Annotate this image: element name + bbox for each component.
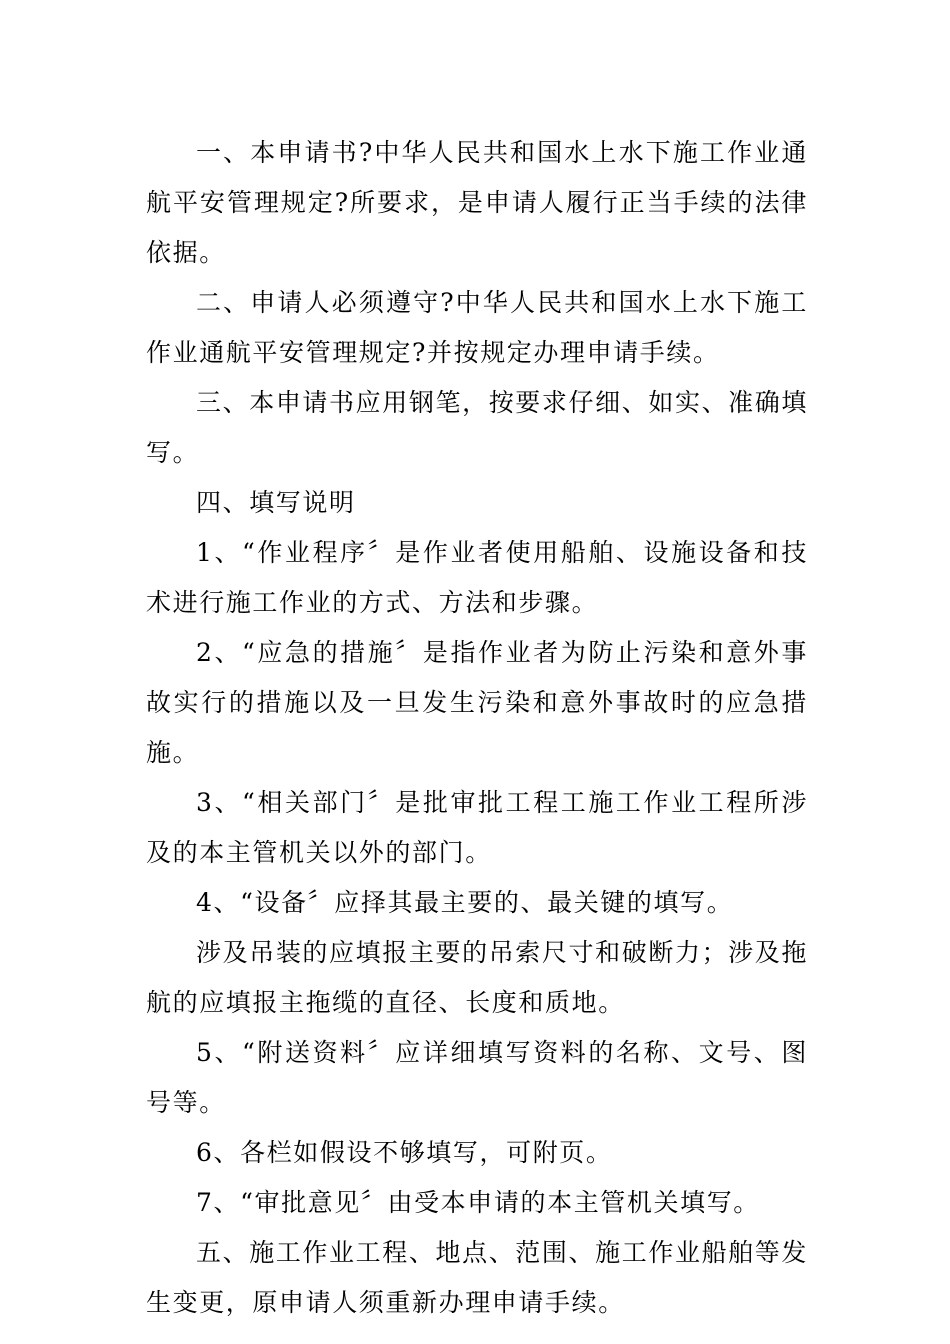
instruction-item-5: 5、“附送资料〞应详细填写资料的名称、文号、图号等。 [146, 1038, 808, 1117]
paragraph-general-5: 五、施工作业工程、地点、范围、施工作业船舶等发生变更，原申请人须重新办理申请手续。 [146, 1238, 808, 1317]
instruction-item-6: 6、各栏如假设不够填写，可附页。 [196, 1138, 613, 1167]
instruction-item-3: 3、“相关部门〞是批审批工程工施工作业工程所涉及的本主管机关以外的部门。 [146, 788, 808, 867]
paragraph-general-2: 二、申请人必须遵守?中华人民共和国水上水下施工作业通航平安管理规定?并按规定办理申请手续。 [146, 288, 808, 367]
paragraph-general-3: 三、本申请书应用钢笔，按要求仔细、如实、准确填写。 [146, 388, 808, 467]
instruction-item-2: 2、“应急的措施〞是指作业者为防止污染和意外事故实行的措施以及一旦发生污染和意外事故时的应急措施。 [146, 638, 808, 767]
section-heading-instructions: 四、填写说明 [196, 488, 356, 517]
instruction-item-4: 4、“设备〞应择其最主要的、最关键的填写。 [196, 888, 734, 917]
document-body [146, 128, 808, 1328]
instruction-item-7: 7、“审批意见〞由受本申请的本主管机关填写。 [196, 1188, 760, 1217]
instruction-item-1: 1、“作业程序〞是作业者使用船舶、设施设备和技术进行施工作业的方式、方法和步骤。 [146, 538, 808, 617]
paragraph-general-1: 一、本申请书?中华人民共和国水上水下施工作业通航平安管理规定?所要求，是申请人履行正当手续的法律依据。 [146, 138, 808, 267]
instruction-item-4-detail: 涉及吊装的应填报主要的吊索尺寸和破断力；涉及拖航的应填报主拖缆的直径、长度和质地。 [146, 938, 808, 1017]
